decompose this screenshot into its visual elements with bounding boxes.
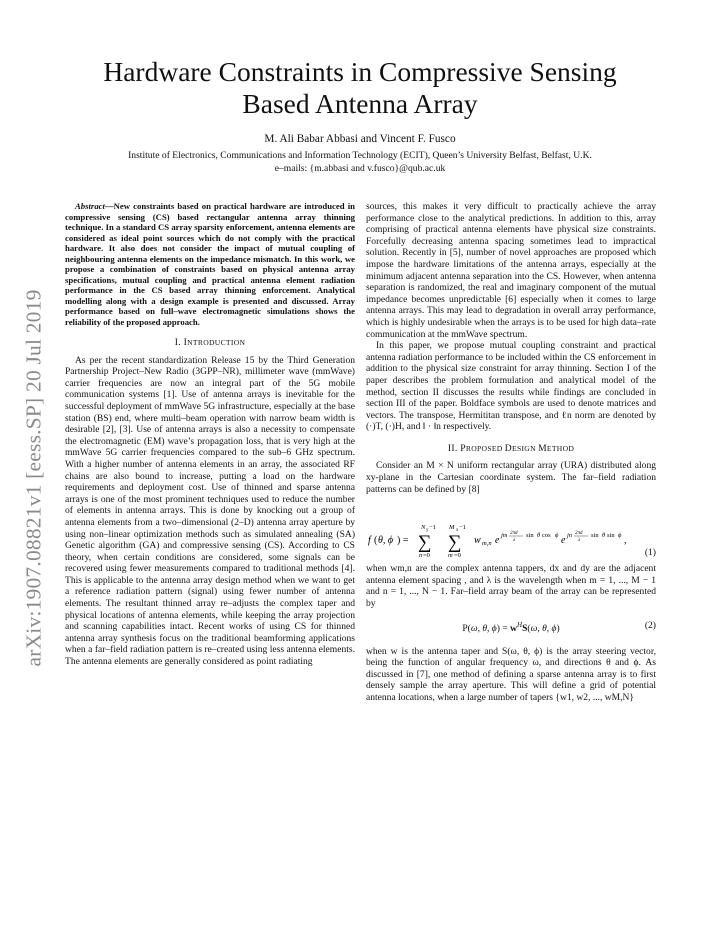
svg-text:2πd: 2πd (575, 531, 583, 537)
section-heading-introduction (65, 337, 355, 349)
svg-text:jm: jm (501, 532, 508, 540)
svg-text:jn: jn (567, 532, 573, 540)
right-paragraph-4: when wm,n are the complex antenna tappers, dx and dy are the adjacent antenna element spacing , and λ is the wavelength when m = 1, ..., M − 1 and n = 1, ..., N − 1. Far–field array beam of the array can be represented by (366, 563, 656, 610)
abstract-lead: Abstract (75, 201, 105, 211)
section-rest: ETHOD (546, 443, 575, 453)
section-number: II. (447, 442, 461, 454)
equation-2-body: P(ω, θ, $\phi) = w^HS(\omega$, θ, ϕ) (462, 620, 560, 634)
svg-text:θ: θ (602, 532, 606, 540)
svg-text:w: w (474, 535, 481, 547)
section-rest: ESIGN (512, 443, 539, 453)
title-line-2: Based Antenna Array (242, 88, 478, 119)
equation-1 (366, 517, 656, 560)
section-heading-design-method (366, 443, 656, 455)
svg-text:) =: ) = (397, 535, 409, 547)
svg-text:sin: sin (591, 532, 599, 540)
left-column (65, 201, 355, 668)
svg-text:λ: λ (513, 538, 516, 544)
abstract (65, 201, 355, 327)
section-rest: ROPOSED (465, 443, 505, 453)
intro-paragraph: As per the recent standardization Release 15 by the Third Generation Partnership Project–New Radio (3GPP–NR), millimeter wave (mmWave) carrier frequencies are now an integral part of the 5G mobile communication systems [1]. Use of antenna arrays is inevitable for the successful deployment of mmWave 5G infrastructure, especially at the base station (BS) end, where multi–beam operation with narrow beam width is desirable [2], [3]. Use of antenna arrays is also a necessity to compensate the electromagnetic (EM) wave’s propagation loss, that is very high at the mmWave 5G carrier frequencies compared to the sub–6 GHz spectrum. With a higher number of antenna elements in an array, the associated RF chains are also bound to increase, putting a load on the hardware requirements and deployment cost. Use of thinned and sparse antenna arrays is one of the most prominent techniques used to reduce the number of elements in antenna arrays. This is done by knocking out a group of antenna elements from a two–dimensional (2–D) antenna array aperture by using non–linear optimization methods such as simulated annealing (SA) Genetic algorithm (GA) and compressive sensing (CS). According to CS theory, when certain conditions are considered, some signals can be recovered using fewer measurements compared to traditional methods [4]. This is applicable to the antenna array design method when we want to get a reference radiation pattern (signal) using fewer number of antenna elements. The resultant thinned array re–adjusts the complex taper and physical locations of antenna elements, while keeping the array projection and scanning capabilities intact. Recent works of using CS for thinned antenna array synthesis focus on the traditional beamforming applications when a far–field radiation pattern is re–created using less antenna elements. The antenna elements are generally considered as point radiating (65, 354, 355, 668)
right-paragraph-3: Consider an M × N uniform rectangular array (URA) distributed along xy-plane in the Cartesian coordinate system. The far–field radiation patterns can be defined by [8] (366, 460, 656, 495)
svg-text:cos: cos (542, 532, 551, 540)
authors: M. Ali Babar Abbasi and Vincent F. Fusco (264, 133, 456, 145)
svg-text:N: N (421, 524, 426, 532)
svg-text:2πd: 2πd (510, 531, 518, 537)
right-paragraph-2: In this paper, we propose mutual coupling constraint and practical antenna radiation performance to be included within the CS enforcement in addition to the physical size constraint for array thinning. Section I of the paper describes the problem formulation and analytical model of the method, section II discusses the results while findings are concluded in section III of the paper. Boldface symbols are used to denote matrices and vectors. The transpose, Hermititan transpose, and ℓn norm are denoted by (·)T, (·)H, and ‖ · ‖n respectively. (366, 340, 656, 433)
svg-text:∑: ∑ (448, 532, 462, 554)
arxiv-stamp (2, 258, 66, 698)
affiliation: Institute of Electronics, Communications and Information Technology (ECIT), Queen’s University Belfast, Belfast, U.K. (128, 150, 592, 161)
svg-text:(: ( (374, 535, 378, 547)
svg-text:f: f (368, 535, 371, 547)
svg-text:m,n: m,n (482, 540, 492, 548)
svg-text:∑: ∑ (418, 532, 432, 554)
abstract-text: —New constraints based on practical hardware are introduced in compressive sensing (CS) based rectangular antenna array thinning technique. In a standard CS array sparsity enforcement, antenna elements are considered as ideal point sources which do not comply with the practical hardware. It also does not consider the impact of mutual coupling of neighbouring antenna elements on the impedance mismatch. In this work, we propose a combination of constraints based on physical antenna array specifications, mutual coupling and practical antenna element radiation performance in the CS based array thinning enforcement. Analytical modelling along with a design example is presented and discussed. Array performance based on full–wave electromagnetic simulations shows the reliability of the proposed approach. (65, 201, 355, 327)
svg-text:sin: sin (526, 532, 534, 540)
section-cap: M (538, 442, 547, 454)
svg-text:n: n (419, 552, 423, 560)
title-line-1: Hardware Constraints in Compressive Sensing (103, 56, 617, 87)
section-cap: D (504, 442, 513, 454)
equation-2-number: (2) (644, 619, 656, 631)
section-rest: NTRODUCTION (187, 338, 246, 347)
equation-1-graphic (366, 517, 656, 563)
section-cap: I (183, 337, 188, 348)
right-column (366, 201, 656, 704)
svg-text:y: y (426, 528, 429, 534)
equation-2 (366, 620, 656, 636)
svg-text:e: e (495, 535, 500, 547)
right-paragraph-5: when w is the antenna taper and S(ω, θ, ϕ) is the array steering vector, being the function of angular frequency ω, and directions θ and ϕ. As discussed in [7], one method of defining a sparse antenna array is to first densely sample the array aperture. This will define a grid of potential antenna locations, when a large number of tapers {w1, w2, ..., wM,N} (366, 645, 656, 703)
svg-text:ϕ: ϕ (555, 532, 559, 540)
svg-text:x: x (456, 528, 459, 534)
svg-text:M: M (449, 524, 455, 532)
svg-text:θ, ϕ: θ, ϕ (378, 535, 394, 547)
arxiv-id: arXiv:1907.08821v1 [eess.SP] 20 Jul 2019 (21, 289, 46, 667)
section-cap: P (460, 442, 466, 454)
svg-text:e: e (561, 535, 566, 547)
affiliation-block (40, 149, 680, 175)
paper-title (60, 56, 660, 120)
svg-text:=0: =0 (423, 552, 430, 560)
section-number: I. (174, 337, 184, 348)
svg-text:m: m (448, 552, 453, 560)
svg-text:λ: λ (578, 538, 581, 544)
svg-text:θ: θ (537, 532, 541, 540)
emails: e–mails: {m.abbasi and v.fusco}@qub.ac.uk (274, 163, 446, 174)
svg-text:,: , (624, 535, 627, 547)
svg-text:ϕ: ϕ (618, 532, 622, 540)
svg-text:−1: −1 (429, 524, 436, 532)
right-paragraph-1: sources, this makes it very difficult to practically achieve the array performance close to the analytical predictions. In addition to this, array comprising of practical antenna elements have physical size constraints. Forcefully decreasing antenna spacing sometimes lead to impractical solution. Recently in [5], number of novel approaches are proposed which impose the hardware limitations of the antenna arrays, especially at the minimum adjacent antenna separation into the CS. However, when antenna separation is randomized, the real and imaginary component of the mutual impedance becomes unpredictable [6] especially when it comes to large antenna arrays. This may lead to degradation in overall array performance, which is highly undesirable when the arrays is to be used for high data–rate communication at the mmWave spectrum. (366, 201, 656, 340)
svg-text:−1: −1 (459, 524, 466, 532)
equation-1-number: (1) (644, 547, 656, 559)
svg-text:=0: =0 (454, 552, 461, 560)
svg-text:sin: sin (607, 532, 615, 540)
